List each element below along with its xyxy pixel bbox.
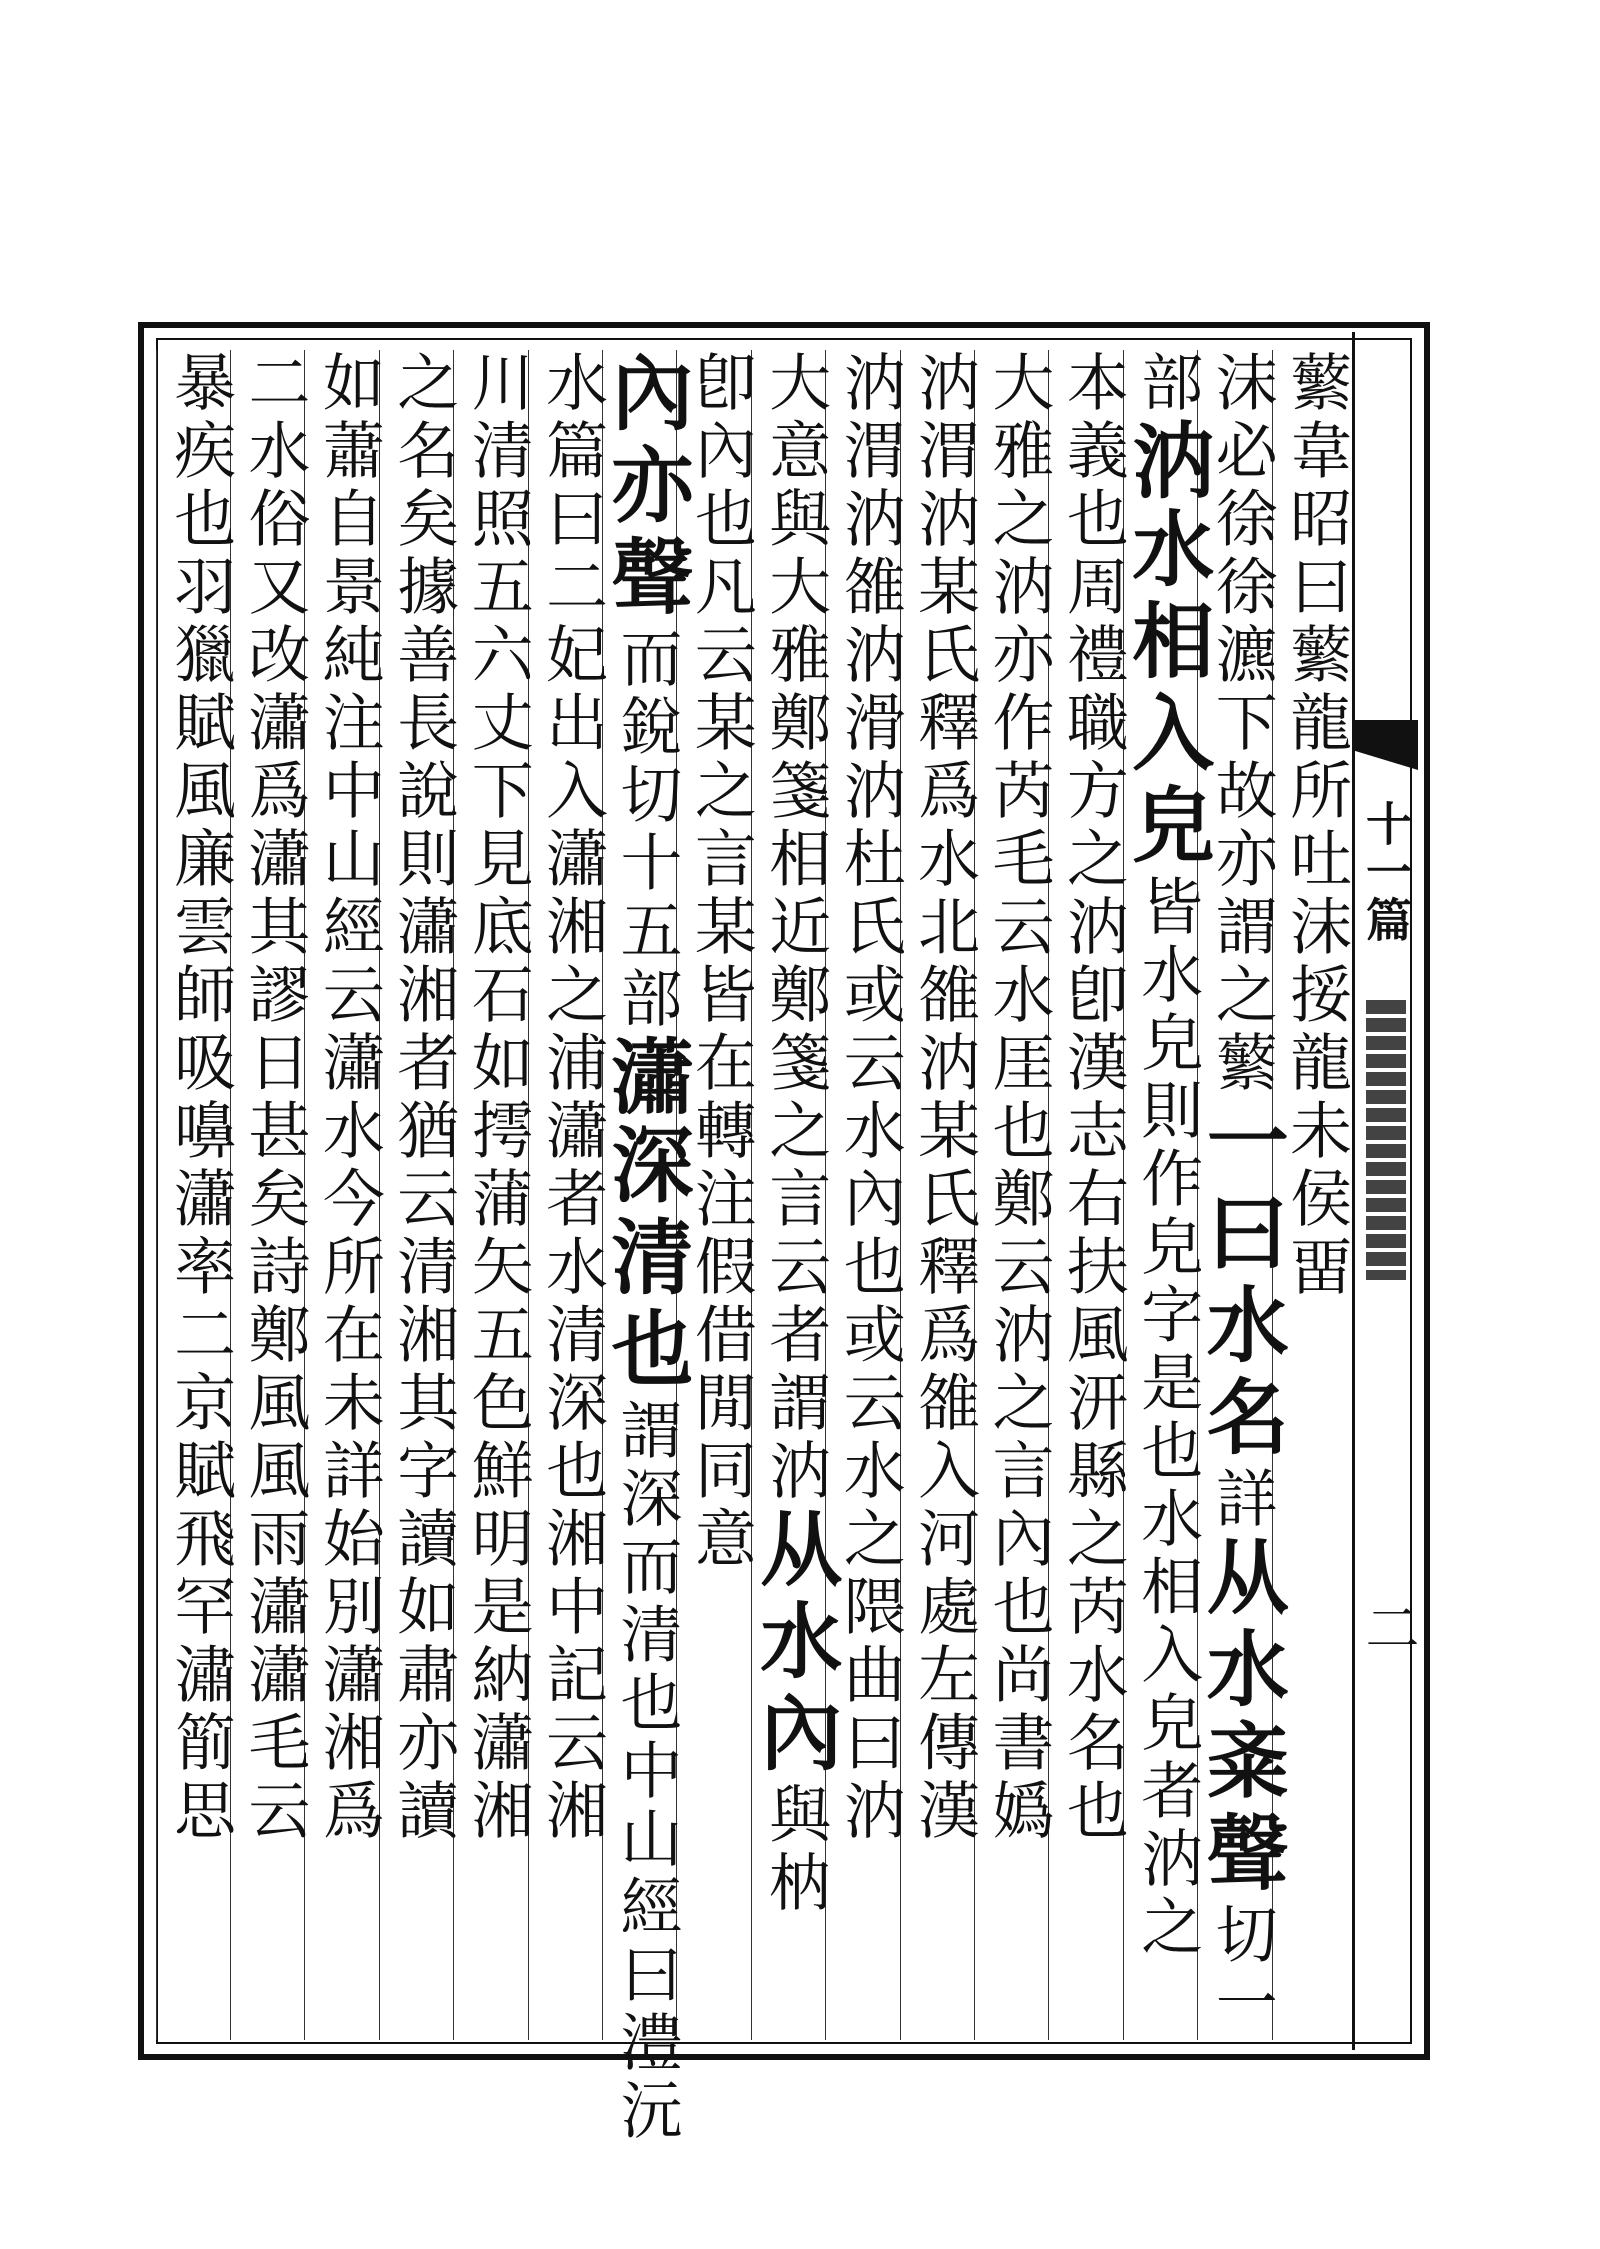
column-text	[157, 350, 243, 1846]
commentary-text: 而銳切十五部	[610, 626, 683, 1034]
folio-number: 二	[1357, 1600, 1420, 1654]
commentary-text: 與枘	[758, 1782, 832, 1918]
commentary-text: 部	[1130, 350, 1204, 418]
commentary-text: 川清照五六丈下見底石如摴蒲矢五色鮮明是納瀟湘	[461, 350, 535, 1846]
text-column	[156, 350, 237, 2040]
column-text	[454, 350, 540, 1846]
commentary-text: 謂深而清也中山經曰澧沅	[610, 1398, 683, 2146]
commentary-text: 大雅之汭亦作芮毛云水厓也鄭云汭之言內也尚書嬀	[982, 350, 1055, 1846]
commentary-text: 二水俗又改瀟爲瀟其謬日甚矣詩鄭風風雨瀟瀟毛云	[238, 350, 311, 1846]
commentary-text: 詳	[1205, 1466, 1279, 1534]
main-text: 深清也	[598, 1122, 694, 1398]
commentary-text: 如蕭自景純注中山經云瀟水今所在未詳始別瀟湘爲	[312, 350, 386, 1846]
commentary-text: 侯畱	[1279, 1166, 1353, 1302]
column-text	[231, 350, 317, 1846]
commentary-text: 未	[1279, 1098, 1353, 1166]
column-text	[529, 350, 615, 1846]
commentary-text: 大意與大雅鄭箋相近鄭箋之言云者謂汭	[758, 350, 832, 1506]
commentary-text: 汭渭汭某氏釋爲水北雒汭某氏釋爲雒入河處左傳漢	[907, 350, 981, 1846]
commentary-text: 切一	[1205, 1902, 1279, 2038]
commentary-text: 汭渭汭雒汭滑汭杜氏或云水內也或云水之隈曲曰汭	[833, 350, 907, 1846]
main-text: 一曰水名	[1193, 1098, 1290, 1466]
column-text	[975, 350, 1061, 1846]
main-text: 从水㪰聲	[1193, 1534, 1290, 1902]
commentary-text: 之名矣據善長說則瀟湘者猶云清湘其字讀如肅亦讀	[386, 350, 460, 1846]
commentary-text: 皆水皃則作皃字是也水相入皃者汭之	[1130, 874, 1204, 1962]
margin-dark-band	[1366, 1000, 1406, 1280]
main-text: 內亦聲	[598, 350, 694, 626]
column-text	[598, 350, 694, 2146]
text-area	[156, 350, 1353, 2146]
column-text	[380, 350, 466, 1846]
seal-character: 汭	[1118, 418, 1215, 506]
column-text	[746, 350, 843, 1918]
commentary-text: 卽內也凡云某之言某皆在轉注假借閒	[684, 350, 758, 1438]
column-text	[305, 350, 391, 1846]
commentary-text: 水篇曰二妃出入瀟湘之浦瀟者水清深也湘中記云湘	[535, 350, 609, 1846]
column-text	[1118, 350, 1215, 1962]
commentary-text: 暴疾也羽獵賦風廉雲師吸嚊瀟率二京賦飛罕潚箾思	[163, 350, 237, 1846]
commentary-text: 同意	[684, 1438, 758, 1574]
commentary-text: 蘩韋昭曰蘩龍所吐沫挼龍	[1279, 350, 1353, 1098]
main-text: 水相入皃	[1118, 506, 1215, 874]
column-text	[1049, 350, 1135, 1846]
column-text	[901, 350, 987, 1846]
main-text: 从水內	[746, 1506, 843, 1782]
seal-character: 瀟	[598, 1034, 694, 1122]
commentary-text: 沫必徐徐瀌下故亦謂之蘩	[1205, 350, 1279, 1098]
volume-title: 十一篇	[1359, 800, 1413, 944]
commentary-text: 本義也周禮職方之汭卽漢志右扶風汧縣之芮水名也	[1056, 350, 1130, 1846]
